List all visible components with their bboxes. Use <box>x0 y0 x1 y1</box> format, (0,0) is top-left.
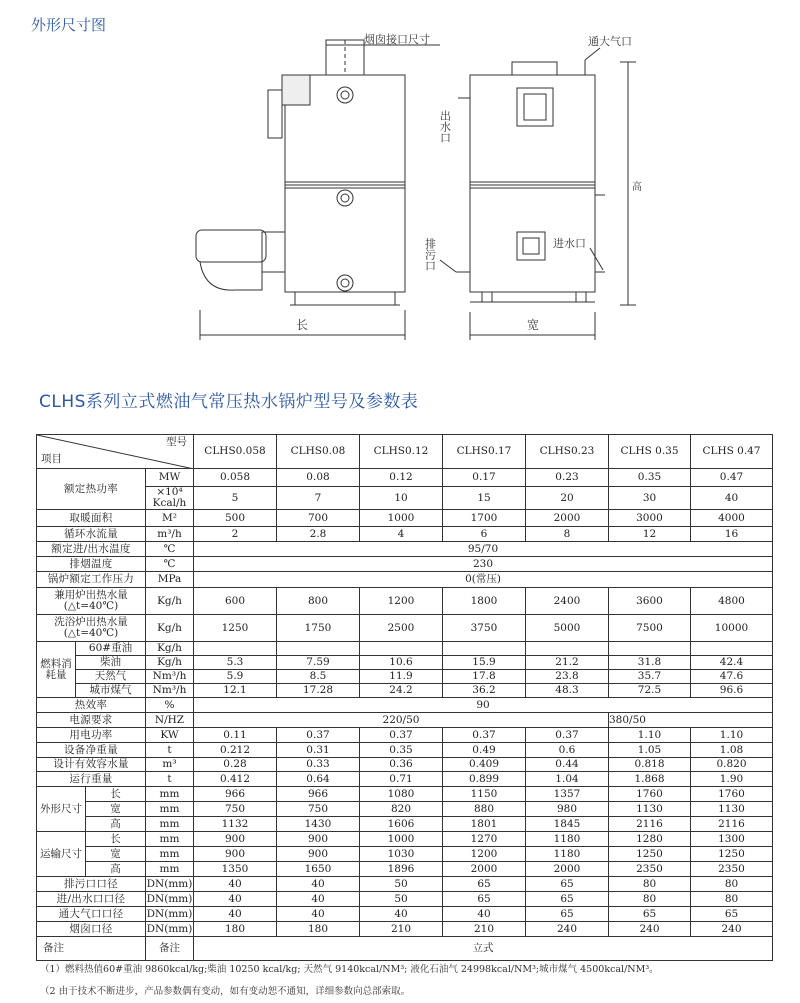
value-cell: 1150 <box>443 787 526 802</box>
value-cell: 1350 <box>194 862 277 877</box>
value-cell: 12 <box>609 527 691 542</box>
value-cell: 240 <box>609 922 691 937</box>
value-cell: 7.59 <box>277 656 360 670</box>
row-label: 排污口口径 <box>37 877 146 892</box>
table-row <box>37 772 773 787</box>
fuel-heavy-oil-label: 60#重油 <box>76 642 145 656</box>
value-cell: 30 <box>609 487 691 510</box>
value-cell: 17.28 <box>277 684 360 698</box>
table-row <box>37 713 773 728</box>
value-cell: 1000 <box>360 510 443 527</box>
value-cell: 1132 <box>194 817 277 832</box>
table-row <box>37 572 773 588</box>
value-cell: 0.49 <box>443 743 526 758</box>
value-cell: 40 <box>277 892 360 907</box>
value-cell: 2116 <box>609 817 691 832</box>
value-cell: 380/50 <box>609 713 773 728</box>
row-label: 循环水流量 <box>37 527 146 542</box>
model-header-cell: CLHS0.08 <box>277 435 360 469</box>
footnote-2: （2 由于技术不断进步，产品参数偶有变动，如有变动恕不通知，详细参数向总部索取。 <box>40 986 411 997</box>
row-label: 兼用炉出热水量 (△t=40℃) <box>37 588 146 615</box>
value-cell: 0.17 <box>443 469 526 487</box>
value-cell: 48.3 <box>526 684 609 698</box>
value-cell: 1430 <box>277 817 360 832</box>
unit-cell: MW <box>146 469 194 487</box>
row-label: 洗浴炉出热水量 (△t=40℃) <box>37 615 146 642</box>
row-label: 进/出水口口径 <box>37 892 146 907</box>
value-cell: 1200 <box>443 847 526 862</box>
table-row <box>37 758 773 772</box>
table-row <box>37 832 773 847</box>
value-cell: 1357 <box>526 787 609 802</box>
dim-label-cell <box>37 832 146 877</box>
unit-cell: DN(mm) <box>146 877 193 890</box>
value-cell: 230 <box>194 557 773 572</box>
value-cell: 0.899 <box>443 772 526 787</box>
value-cell: 2 <box>194 527 277 542</box>
value-cell: 立式 <box>194 937 773 961</box>
value-cell: 50 <box>360 892 443 907</box>
value-cell: 23.8 <box>526 670 609 684</box>
value-cell: 4 <box>360 527 443 542</box>
value-cell: 966 <box>277 787 360 802</box>
value-cell: 1180 <box>526 847 609 862</box>
value-cell: 21.2 <box>526 656 609 670</box>
value-cell: 1250 <box>609 847 691 862</box>
value-cell: 0.47 <box>691 469 773 487</box>
value-cell: 17.8 <box>443 670 526 684</box>
unit-cell: % <box>146 698 194 713</box>
value-cell: 20 <box>526 487 609 510</box>
value-cell: 96.6 <box>691 684 773 698</box>
value-cell: 2.8 <box>277 527 360 542</box>
value-cell: 750 <box>277 802 360 817</box>
table-row <box>37 656 773 670</box>
value-cell: 900 <box>194 832 277 847</box>
unit-cell: Nm³/h <box>146 670 194 684</box>
value-cell: 3000 <box>609 510 691 527</box>
value-cell: 5000 <box>526 615 609 642</box>
model-header-cell: CLHS0.17 <box>443 435 526 469</box>
value-cell: 40 <box>194 892 277 907</box>
value-cell: 8 <box>526 527 609 542</box>
unit-cell: Kg/h <box>146 588 194 615</box>
value-cell <box>443 642 526 656</box>
dim-height-label: 高 <box>110 817 121 830</box>
value-cell: 1650 <box>277 862 360 877</box>
value-cell: 10 <box>360 487 443 510</box>
value-cell: 1.10 <box>609 728 691 743</box>
unit-cell: mm <box>146 817 194 832</box>
dim-group-label: 运输尺寸 <box>37 832 86 876</box>
value-cell: 1180 <box>526 832 609 847</box>
height-label: 高 <box>632 182 642 193</box>
value-cell: 50 <box>360 877 443 892</box>
header-corner-cell <box>37 435 194 469</box>
model-header-cell: CLHS 0.47 <box>691 435 773 469</box>
value-cell: 966 <box>194 787 277 802</box>
value-cell: 2500 <box>360 615 443 642</box>
value-cell: 0.31 <box>277 743 360 758</box>
table-row <box>37 469 773 487</box>
table-row <box>37 862 773 877</box>
value-cell: 65 <box>526 892 609 907</box>
value-cell: 700 <box>277 510 360 527</box>
value-cell <box>360 642 443 656</box>
value-cell: 2400 <box>526 588 609 615</box>
value-cell: 180 <box>194 922 277 937</box>
value-cell: 1200 <box>360 588 443 615</box>
row-label: 运行重量 <box>37 772 146 787</box>
drawing-title: 外形尺寸图 <box>31 16 107 34</box>
dim-label-cell <box>37 787 146 832</box>
drain-label: 排污口 <box>423 238 437 271</box>
spec-table <box>36 434 773 961</box>
value-cell: 40 <box>691 487 773 510</box>
table-row <box>37 670 773 684</box>
value-cell: 180 <box>277 922 360 937</box>
row-label: 额定热功率 <box>37 469 146 510</box>
table-row <box>37 743 773 758</box>
fuel-group-label: 燃料消耗量 <box>37 642 76 697</box>
value-cell: 4800 <box>691 588 773 615</box>
unit-cell: 备注 <box>146 937 194 961</box>
item-header: 项目 <box>41 453 62 465</box>
value-cell: 1.08 <box>691 743 773 758</box>
boiler-dimension-drawing <box>0 30 800 380</box>
dim-length-label: 长 <box>86 787 145 802</box>
value-cell: 40 <box>194 877 277 892</box>
value-cell: 210 <box>360 922 443 937</box>
value-cell: 1606 <box>360 817 443 832</box>
value-cell: 2350 <box>609 862 691 877</box>
value-cell: 65 <box>691 907 773 922</box>
value-cell: 1250 <box>691 847 773 862</box>
value-cell: 24.2 <box>360 684 443 698</box>
unit-cell: mm <box>146 847 194 862</box>
value-cell: 980 <box>526 802 609 817</box>
table-title: CLHS系列立式燃油气常压热水锅炉型号及参数表 <box>39 392 419 412</box>
table-row <box>37 907 773 922</box>
model-header-cell: CLHS0.23 <box>526 435 609 469</box>
value-cell: 4000 <box>691 510 773 527</box>
unit-cell: KW <box>146 728 194 743</box>
value-cell: 40 <box>443 907 526 922</box>
value-cell: 0.44 <box>526 758 609 772</box>
value-cell: 750 <box>194 802 277 817</box>
value-cell: 1300 <box>691 832 773 847</box>
value-cell: 500 <box>194 510 277 527</box>
value-cell <box>609 642 691 656</box>
table-row <box>37 615 773 642</box>
value-cell: 0(常压) <box>194 572 773 588</box>
value-cell: 220/50 <box>194 713 609 728</box>
value-cell <box>194 642 277 656</box>
value-cell: 0.36 <box>360 758 443 772</box>
unit-cell: N/HZ <box>146 713 194 728</box>
unit-cell: DN(mm) <box>146 922 193 935</box>
value-cell: 1130 <box>609 802 691 817</box>
value-cell: 900 <box>277 832 360 847</box>
row-label: 锅炉额定工作压力 <box>37 572 146 588</box>
value-cell: 1080 <box>360 787 443 802</box>
value-cell: 0.6 <box>526 743 609 758</box>
value-cell: 0.37 <box>526 728 609 743</box>
unit-cell: Kg/h <box>146 656 194 670</box>
value-cell: 1280 <box>609 832 691 847</box>
vent-label: 通大气口 <box>588 35 632 48</box>
value-cell: 0.64 <box>277 772 360 787</box>
row-label: 设计有效容水量 <box>37 758 146 772</box>
table-row <box>37 542 773 557</box>
value-cell: 820 <box>360 802 443 817</box>
value-cell: 35.7 <box>609 670 691 684</box>
table-row <box>37 817 773 832</box>
unit-cell: t <box>146 743 194 758</box>
table-row <box>37 937 773 961</box>
value-cell: 0.12 <box>360 469 443 487</box>
row-label: 烟囱口径 <box>37 922 146 937</box>
table-row <box>37 510 773 527</box>
value-cell: 0.409 <box>443 758 526 772</box>
value-cell: 0.11 <box>194 728 277 743</box>
value-cell: 80 <box>691 877 773 892</box>
table-row <box>37 728 773 743</box>
side-view <box>424 34 643 340</box>
dim-length-label: 长 <box>86 832 145 847</box>
value-cell: 7500 <box>609 615 691 642</box>
table-row <box>37 642 773 656</box>
value-cell: 16 <box>691 527 773 542</box>
value-cell: 5.9 <box>194 670 277 684</box>
value-cell: 2000 <box>526 862 609 877</box>
unit-cell: mm <box>146 787 194 802</box>
value-cell: 5.3 <box>194 656 277 670</box>
value-cell: 11.9 <box>360 670 443 684</box>
dim-width-label: 宽 <box>86 847 145 862</box>
table-row <box>37 802 773 817</box>
fuel-label-cell <box>37 642 146 698</box>
value-cell: 800 <box>277 588 360 615</box>
value-cell: 3600 <box>609 588 691 615</box>
row-label: 额定进/出水温度 <box>37 542 146 557</box>
row-label: 排烟温度 <box>37 557 146 572</box>
value-cell: 40 <box>277 877 360 892</box>
value-cell: 1270 <box>443 832 526 847</box>
value-cell: 1030 <box>360 847 443 862</box>
value-cell: 0.820 <box>691 758 773 772</box>
value-cell: 0.412 <box>194 772 277 787</box>
table-row <box>37 684 773 698</box>
value-cell: 80 <box>609 877 691 892</box>
value-cell: 42.4 <box>691 656 773 670</box>
value-cell: 47.6 <box>691 670 773 684</box>
row-label: 用电功率 <box>37 728 146 743</box>
row-label: 取暖面积 <box>37 510 146 527</box>
chimney-size-label: 烟囱接口尺寸 <box>364 33 430 46</box>
model-header-cell: CLHS0.12 <box>360 435 443 469</box>
value-cell: 600 <box>194 588 277 615</box>
unit-cell: Kg/h <box>146 615 194 642</box>
value-cell: 15.9 <box>443 656 526 670</box>
value-cell: 8.5 <box>277 670 360 684</box>
value-cell: 1750 <box>277 615 360 642</box>
value-cell: 0.37 <box>443 728 526 743</box>
inlet-label: 进水口 <box>553 237 586 250</box>
unit-cell: MPa <box>146 572 194 588</box>
value-cell <box>526 642 609 656</box>
value-cell: 80 <box>691 892 773 907</box>
value-cell: 80 <box>609 892 691 907</box>
value-cell: 3750 <box>443 615 526 642</box>
value-cell <box>277 642 360 656</box>
value-cell: 0.23 <box>526 469 609 487</box>
unit-cell: t <box>146 772 194 787</box>
value-cell: 0.71 <box>360 772 443 787</box>
row-label: 热效率 <box>37 698 146 713</box>
width-label: 宽 <box>527 318 540 332</box>
value-cell: 2000 <box>443 862 526 877</box>
value-cell: 240 <box>691 922 773 937</box>
value-cell: 1250 <box>194 615 277 642</box>
value-cell: 10000 <box>691 615 773 642</box>
unit-cell: M² <box>146 510 194 527</box>
fuel-diesel-label: 柴油 <box>76 656 145 670</box>
value-cell: 900 <box>194 847 277 862</box>
outlet-label: 出水口 <box>438 110 452 143</box>
value-cell: 210 <box>443 922 526 937</box>
fuel-natural-gas-label: 天然气 <box>76 670 145 684</box>
value-cell: 90 <box>194 698 773 713</box>
unit-cell: mm <box>146 862 194 877</box>
table-row <box>37 588 773 615</box>
unit-cell: Kg/h <box>146 642 194 656</box>
unit-cell: DN(mm) <box>146 892 193 905</box>
value-cell: 0.818 <box>609 758 691 772</box>
row-label: 电源要求 <box>37 713 146 728</box>
unit-cell: Nm³/h <box>146 684 194 698</box>
value-cell: 2116 <box>691 817 773 832</box>
table-row <box>37 787 773 802</box>
table-row <box>37 435 773 469</box>
value-cell: 1.868 <box>609 772 691 787</box>
value-cell: 65 <box>526 907 609 922</box>
value-cell: 1845 <box>526 817 609 832</box>
fuel-city-gas-label: 城市煤气 <box>89 684 132 696</box>
table-row <box>37 922 773 937</box>
table-row <box>37 557 773 572</box>
value-cell: 0.37 <box>277 728 360 743</box>
value-cell: 0.28 <box>194 758 277 772</box>
value-cell: 1760 <box>609 787 691 802</box>
value-cell: 0.35 <box>609 469 691 487</box>
value-cell: 1.04 <box>526 772 609 787</box>
value-cell: 12.1 <box>194 684 277 698</box>
unit-cell: ℃ <box>146 542 194 557</box>
dim-width-label: 宽 <box>86 802 145 817</box>
row-label: 通大气口口径 <box>37 907 146 922</box>
value-cell: 40 <box>194 907 277 922</box>
value-cell: 40 <box>277 907 360 922</box>
value-cell: 1801 <box>443 817 526 832</box>
model-header-cell: CLHS 0.35 <box>609 435 691 469</box>
value-cell: 240 <box>526 922 609 937</box>
value-cell: 0.33 <box>277 758 360 772</box>
value-cell: 65 <box>443 877 526 892</box>
unit-cell: DN(mm) <box>146 907 193 920</box>
unit-cell: m³/h <box>146 527 194 542</box>
table-row <box>37 487 773 510</box>
value-cell: 7 <box>277 487 360 510</box>
value-cell: 40 <box>360 907 443 922</box>
unit-cell: ℃ <box>146 557 194 572</box>
table-row <box>37 527 773 542</box>
model-header-cell: CLHS0.058 <box>194 435 277 469</box>
value-cell: 6 <box>443 527 526 542</box>
value-cell: 72.5 <box>609 684 691 698</box>
unit-cell: mm <box>146 832 194 847</box>
value-cell: 1700 <box>443 510 526 527</box>
value-cell <box>691 642 773 656</box>
value-cell: 10.6 <box>360 656 443 670</box>
unit-cell: mm <box>146 802 194 817</box>
table-row <box>37 877 773 892</box>
value-cell: 0.37 <box>360 728 443 743</box>
value-cell: 1.10 <box>691 728 773 743</box>
length-label: 长 <box>296 318 309 332</box>
table-row <box>37 892 773 907</box>
value-cell: 1.90 <box>691 772 773 787</box>
front-view <box>196 32 440 340</box>
value-cell: 36.2 <box>443 684 526 698</box>
row-label: 设备净重量 <box>37 743 146 758</box>
value-cell: 900 <box>277 847 360 862</box>
value-cell: 1130 <box>691 802 773 817</box>
value-cell: 0.35 <box>360 743 443 758</box>
value-cell: 1000 <box>360 832 443 847</box>
value-cell: 95/70 <box>194 542 773 557</box>
value-cell: 1800 <box>443 588 526 615</box>
unit-cell: m³ <box>146 758 194 772</box>
row-label: 备注 <box>37 937 146 961</box>
value-cell: 0.08 <box>277 469 360 487</box>
value-cell: 5 <box>194 487 277 510</box>
value-cell: 0.058 <box>194 469 277 487</box>
table-row <box>37 698 773 713</box>
dim-group-label: 外形尺寸 <box>37 787 86 831</box>
value-cell: 880 <box>443 802 526 817</box>
value-cell: 2000 <box>526 510 609 527</box>
value-cell: 65 <box>526 877 609 892</box>
value-cell: 1760 <box>691 787 773 802</box>
dim-height-label: 高 <box>110 862 121 875</box>
value-cell: 1896 <box>360 862 443 877</box>
value-cell: 31.8 <box>609 656 691 670</box>
table-row <box>37 847 773 862</box>
value-cell: 15 <box>443 487 526 510</box>
unit-cell: ×10⁴ Kcal/h <box>146 487 194 510</box>
value-cell: 65 <box>443 892 526 907</box>
value-cell: 0.212 <box>194 743 277 758</box>
footnote-1: （1）燃料热值60#重油 9860kcal/kg;柴油 10250 kcal/kg; 天然气 9140kcal/NM³; 液化石油气 24998kcal/NM³;城市煤气 4500kcal/NM³。 <box>40 964 659 975</box>
model-header: 型号 <box>166 436 187 448</box>
value-cell: 1.05 <box>609 743 691 758</box>
value-cell: 2350 <box>691 862 773 877</box>
value-cell: 65 <box>609 907 691 922</box>
